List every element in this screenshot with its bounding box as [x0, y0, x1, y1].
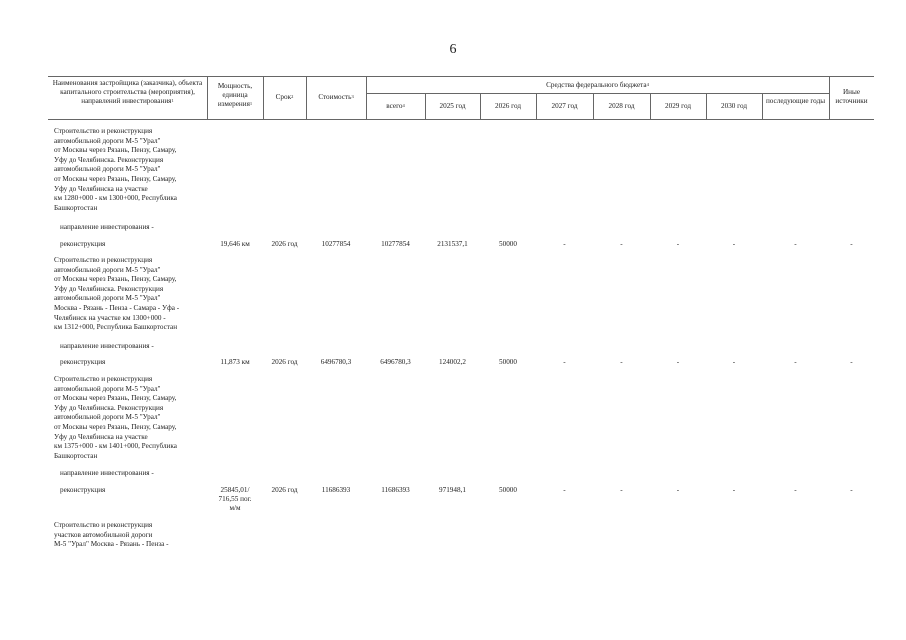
- header-total: всего$^4$: [386, 102, 405, 110]
- row-1-2027: -: [563, 240, 566, 248]
- row-2-capacity: 11,873 км: [220, 358, 250, 366]
- header-cost: Стоимость$^3$: [318, 93, 354, 101]
- header-2030: 2030 год: [721, 102, 747, 110]
- row-3-2029: -: [676, 486, 680, 494]
- row-2-2028: -: [620, 358, 623, 366]
- row-2-2025: 124002,2: [439, 358, 466, 366]
- row-3-subsequent: -: [794, 486, 797, 494]
- row-2-cost: 6496780,3: [320, 358, 352, 366]
- row-3-2026: 50000: [499, 486, 517, 494]
- row-1-2030: -: [732, 240, 736, 248]
- row-3-2025: 971948,1: [439, 486, 466, 494]
- row-1-2025: 2131537,1: [437, 240, 468, 248]
- header-2026: 2026 год: [495, 102, 521, 110]
- page-number: 6: [449, 42, 457, 57]
- row-1-name: Строительство и реконструкция автомобильной дороги М-5 "Урал" от Москвы через Рязань, Пензу, Самару, Уфу до Челябинска. Реконструкция автомобильной дороги М-5 "Урал" от Москвы через Рязань, Пензу, Самару, Уфу до Челябинска на участке км 1280+000 - км 1300+000, Республика Башкортостан: [54, 127, 177, 212]
- row-2-2026: 50000: [499, 358, 517, 366]
- row-1-other: -: [850, 240, 853, 248]
- header-other-sources: Иные источники: [835, 88, 868, 105]
- row-3-type: реконструкция: [60, 486, 106, 494]
- header-2027: 2027 год: [551, 102, 578, 110]
- row-3-capacity: 25845,01/ 716,55 пог. м/м: [218, 486, 252, 512]
- header-name: Наименования застройщика (заказчика), объекта капитального строительства (мероприятия), направлений инвестирования$^1$: [52, 79, 203, 105]
- header-capacity: Мощность, единица измерения$^1$: [217, 82, 253, 108]
- row-1-2029: -: [676, 240, 680, 248]
- row-3-2027: -: [563, 486, 566, 494]
- row-2-other: -: [850, 358, 853, 366]
- row-2-2029: -: [676, 358, 680, 366]
- row-1-direction: направление инвестирования -: [60, 223, 154, 231]
- row-3-other: -: [850, 486, 853, 494]
- header-2025: 2025 год: [439, 102, 466, 110]
- header-subsequent: последующие годы: [765, 97, 826, 105]
- header-2029: 2029 год: [665, 102, 691, 110]
- row-1-2028: -: [620, 240, 623, 248]
- row-2-type: реконструкция: [60, 358, 106, 366]
- header-term: Срок$^2$: [275, 93, 294, 101]
- row-1-term: 2026 год: [271, 240, 298, 248]
- row-3-term: 2026 год: [271, 486, 298, 494]
- row-1-2026: 50000: [499, 240, 517, 248]
- row-2-name: Строительство и реконструкция автомобильной дороги М-5 "Урал" от Москвы через Рязань, Пензу, Самару, Уфу до Челябинска. Реконструкция автомобильной дороги М-5 "Урал" Москва - Рязань - Пенза - Самара - Уфа - Челябинск на участке км 1300+000 - км 1312+000, Республика Башкортостан: [54, 256, 180, 332]
- row-3-direction: направление инвестирования -: [60, 469, 154, 477]
- header-2028: 2028 год: [608, 102, 635, 110]
- row-2-direction: направление инвестирования -: [60, 342, 154, 350]
- row-1-cost: 10277854: [321, 240, 351, 248]
- header-bottom-border: [48, 119, 874, 120]
- row-2-total: 6496780,3: [380, 358, 411, 366]
- header-federal-budget: Средства федерального бюджета$^4$: [546, 81, 649, 89]
- row-4-name: Строительство и реконструкция участков автомобильной дороги М-5 "Урал" Москва - Рязань - Пенза -: [54, 521, 169, 549]
- row-1-capacity: 19,646 км: [220, 240, 250, 248]
- row-2-subsequent: -: [794, 358, 797, 366]
- row-3-total: 11686393: [381, 486, 410, 494]
- header-top-border: [48, 76, 874, 77]
- row-3-2028: -: [620, 486, 623, 494]
- row-3-cost: 11686393: [321, 486, 351, 494]
- row-1-subsequent: -: [794, 240, 797, 248]
- row-1-total: 10277854: [381, 240, 410, 248]
- row-2-2030: -: [732, 358, 736, 366]
- row-3-2030: -: [732, 486, 736, 494]
- row-2-term: 2026 год: [271, 358, 298, 366]
- row-1-type: реконструкция: [60, 240, 106, 248]
- row-2-2027: -: [563, 358, 566, 366]
- row-3-name: Строительство и реконструкция автомобильной дороги М-5 "Урал" от Москвы через Рязань, Пензу, Самару, Уфу до Челябинска. Реконструкция автомобильной дороги М-5 "Урал" от Москвы через Рязань, Пензу, Самару, Уфу до Челябинска на участке км 1375+000 - км 1401+000, Республика Башкортостан: [54, 375, 177, 460]
- header-mid-border: [366, 93, 829, 94]
